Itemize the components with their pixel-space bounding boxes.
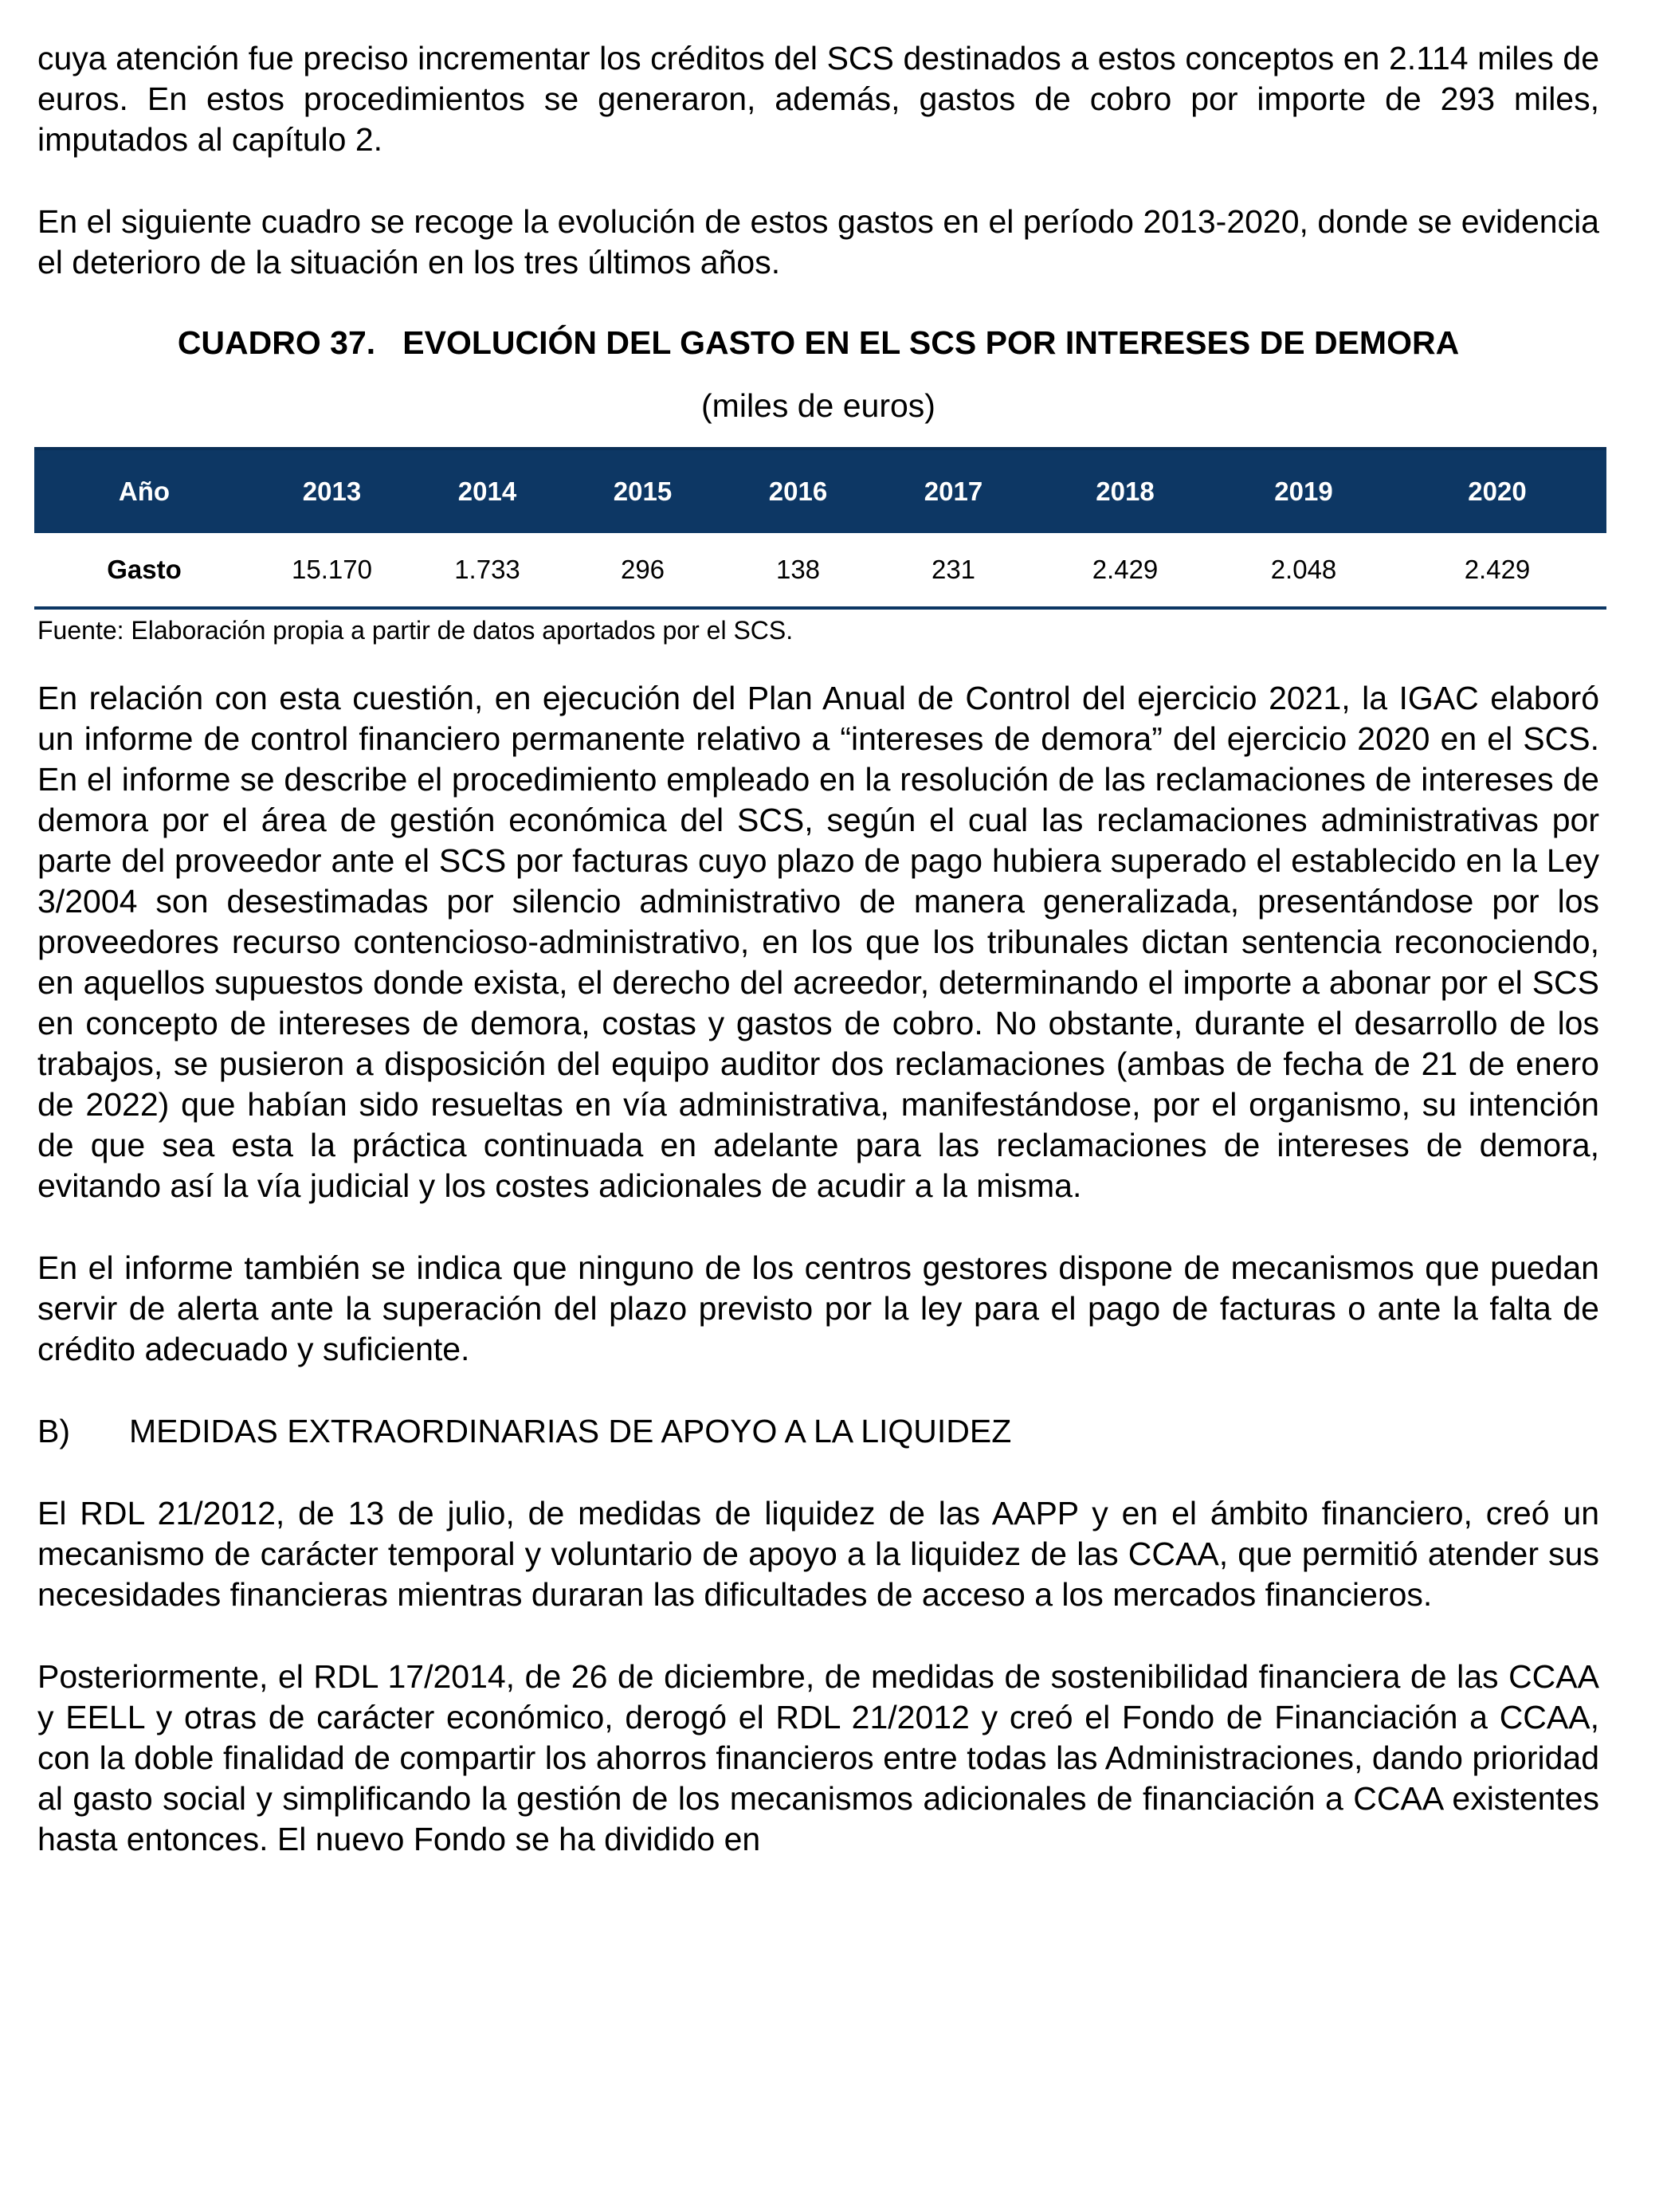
cell-2019: 2.048 — [1219, 533, 1388, 608]
header-cell-2020: 2020 — [1388, 449, 1606, 533]
paragraph-5: El RDL 21/2012, de 13 de julio, de medidas de liquidez de las AAPP y en el ámbito financiero, creó un mecanismo de carácter temporal y voluntario de apoyo a la liquidez de las CCAA, que permitió atender sus necesidades financieras mientras duraran las dificultades de acceso a los mercados financieros. — [37, 1495, 1599, 1613]
paragraph-4: En el informe también se indica que ninguno de los centros gestores dispone de mecanismos que puedan servir de alerta ante la superación del plazo previsto por la ley para el pago de facturas o ante la falta de crédito adecuado y suficiente. — [37, 1249, 1599, 1367]
header-cell-2013: 2013 — [254, 449, 410, 533]
header-cell-year-label: Año — [34, 449, 254, 533]
header-cell-2016: 2016 — [720, 449, 876, 533]
header-cell-2018: 2018 — [1031, 449, 1219, 533]
cell-2017: 231 — [876, 533, 1031, 608]
cell-2014: 1.733 — [410, 533, 565, 608]
cell-2015: 296 — [565, 533, 720, 608]
paragraph-1: cuya atención fue preciso incrementar los créditos del SCS destinados a estos conceptos en 2.114 miles de euros. En estos procedimientos se generaron, además, gastos de cobro por importe de 293 miles, imputados al capítulo 2. — [37, 40, 1599, 158]
header-cell-2014: 2014 — [410, 449, 565, 533]
header-cell-2017: 2017 — [876, 449, 1031, 533]
paragraph-2: En el siguiente cuadro se recoge la evolución de estos gastos en el período 2013-2020, donde se evidencia el deterioro de la situación en los tres últimos años. — [37, 203, 1599, 280]
row-label-gasto: Gasto — [34, 533, 254, 608]
cell-2020: 2.429 — [1388, 533, 1606, 608]
table-header-row — [34, 449, 1606, 533]
paragraph-3: En relación con esta cuestión, en ejecución del Plan Anual de Control del ejercicio 2021, la IGAC elaboró un informe de control financiero permanente relativo a “intereses de demora” del ejercicio 2020 en el SCS. En el informe se describe el procedimiento empleado en la resolución de las reclamaciones de intereses de demora por el área de gestión económica del SCS, según el cual las reclamaciones administrativas por parte del proveedor ante el SCS por facturas cuyo plazo de pago hubiera superado el establecido en la Ley 3/2004 son desestimadas por silencio administrativo de manera generalizada, presentándose por los proveedores recurso contencioso-administrativo, en los que los tribunales dictan sentencia reconociendo, en aquellos supuestos donde exista, el derecho del acreedor, determinando el importe a abonar por el SCS en concepto de intereses de demora, costas y gastos de cobro. No obstante, durante el desarrollo de los trabajos, se pusieron a disposición del equipo auditor dos reclamaciones (ambas de fecha de 21 de enero de 2022) que habían sido resueltas en vía administrativa, manifestándose, por el organismo, su intención de que sea esta la práctica continuada en adelante para las reclamaciones de intereses de demora, evitando así la vía judicial y los costes adicionales de acudir a la misma. — [37, 680, 1599, 1204]
header-cell-2019: 2019 — [1219, 449, 1388, 533]
section-b-title: MEDIDAS EXTRAORDINARIAS DE APOYO A LA LIQUIDEZ — [129, 1413, 1012, 1449]
document-page — [37, 38, 1599, 1860]
table-title: CUADRO 37. EVOLUCIÓN DEL GASTO EN EL SCS POR INTERESES DE DEMORA — [177, 324, 1460, 361]
expense-table — [34, 447, 1606, 610]
paragraph-6: Posteriormente, el RDL 17/2014, de 26 de diciembre, de medidas de sostenibilidad financiera de las CCAA y EELL y otras de carácter económico, derogó el RDL 21/2012 y creó el Fondo de Financiación a CCAA, con la doble finalidad de compartir los ahorros financieros entre todas las Administraciones, dando prioridad al gasto social y simplificando la gestión de los mecanismos adicionales de financiación a CCAA existentes hasta entonces. El nuevo Fondo se ha dividido en — [37, 1658, 1599, 1857]
cell-2016: 138 — [720, 533, 876, 608]
table-unit: (miles de euros) — [701, 387, 935, 424]
header-cell-2015: 2015 — [565, 449, 720, 533]
section-b-heading — [37, 1411, 1599, 1452]
section-b-letter: B) — [37, 1413, 70, 1449]
cell-2013: 15.170 — [254, 533, 410, 608]
cell-2018: 2.429 — [1031, 533, 1219, 608]
table-source: Fuente: Elaboración propia a partir de datos aportados por el SCS. — [37, 616, 794, 645]
table-row — [34, 533, 1606, 608]
